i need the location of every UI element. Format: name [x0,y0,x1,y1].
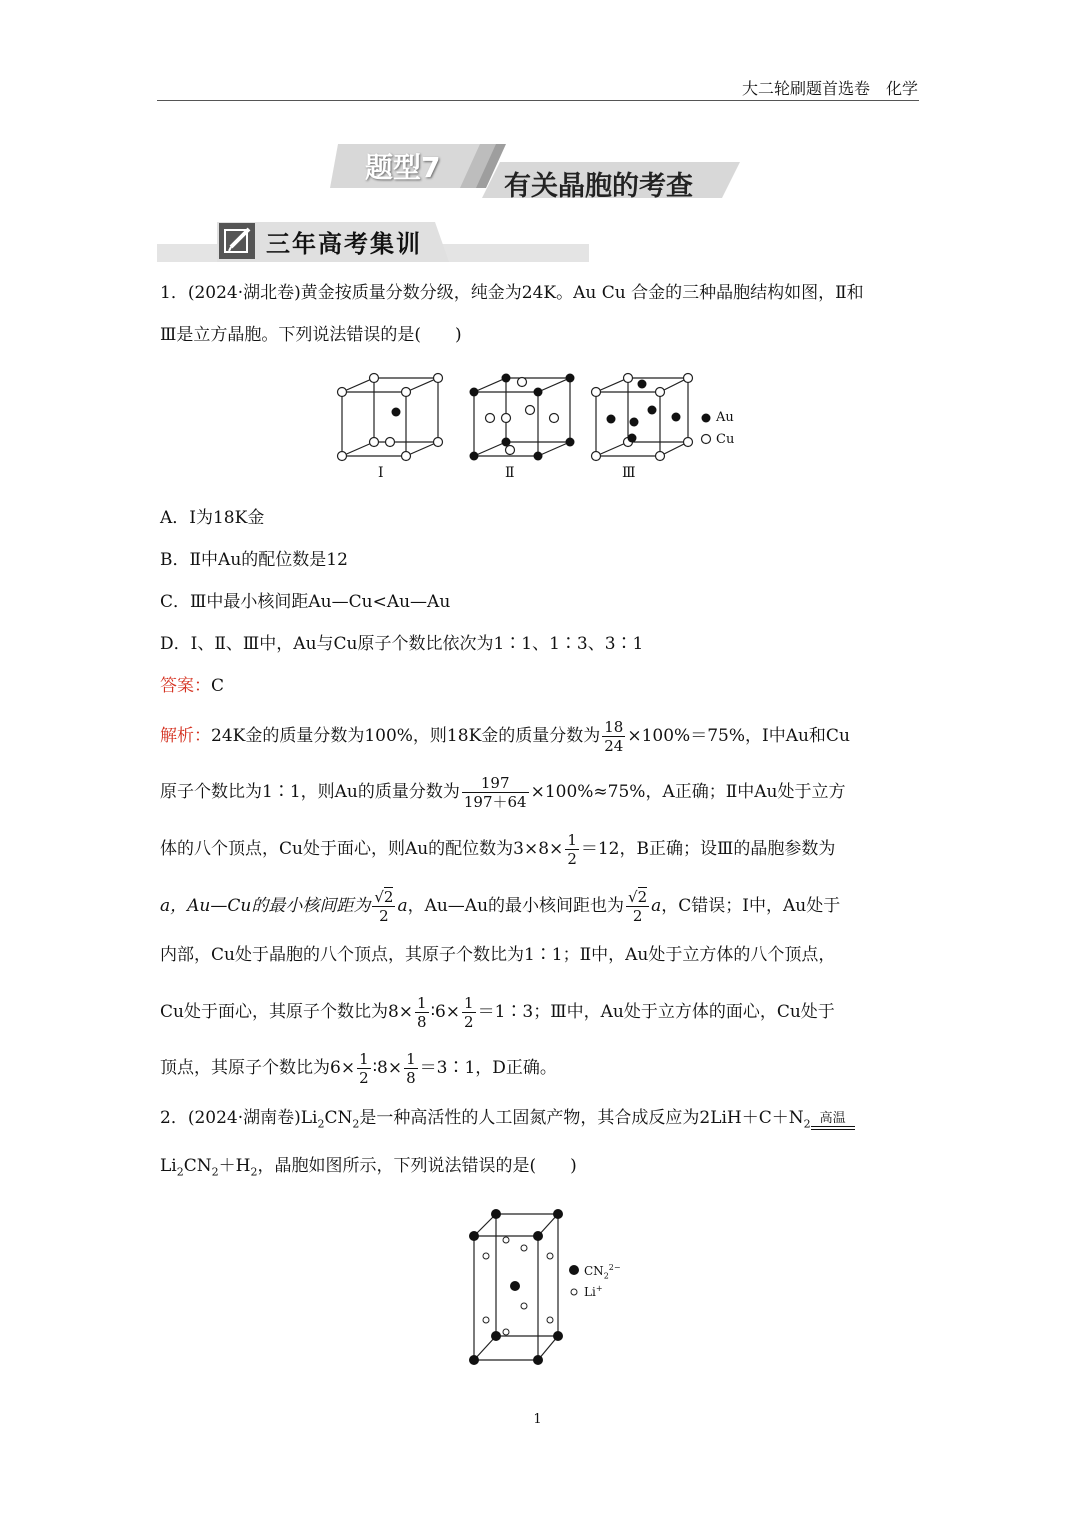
pencil-note-icon [218,222,258,260]
option-a: A．Ⅰ为18K金 [160,508,265,528]
analysis-line3: 体的八个顶点，Cu处于面心，则Au的配位数为3×8× $\frac{1}{2}$ ＝12，B正确；设Ⅲ的晶胞参数为 [160,831,836,868]
figure-label-1: Ⅰ [378,465,384,481]
q1-stem-line2: Ⅲ是立方晶胞。下列说法错误的是( ) [160,325,462,345]
answer-line [160,674,224,698]
page-title: 有关晶胞的考查 [504,171,693,202]
option-d: D．Ⅰ、Ⅱ、Ⅲ中，Au与Cu原子个数比依次为1∶1、1∶3、3∶1 [160,634,644,654]
fraction: $\frac{1}{2}$ [359,1050,369,1087]
fraction: $\frac{18}{24}$ [604,718,624,755]
legend-cn2: $CN_2^{2-}$ [584,1263,621,1281]
reaction-condition: 高温 [811,1112,855,1130]
page-number: 1 [533,1412,542,1427]
option-b: B．Ⅱ中Au的配位数是12 [160,550,348,570]
legend-li: Li+ [584,1284,603,1299]
q1-crystal-figure [330,368,750,488]
option-c: C．Ⅲ中最小核间距Au—Cu<Au—Au [160,592,451,612]
analysis-line6: Cu处于面心，其原子个数比为8× $\frac{1}{8}$ ∶6× $\frac{1}{2}$ ＝1∶3；Ⅲ中，Au处于立方体的面心，Cu处于 [160,994,835,1031]
q2-crystal-figure [460,1200,640,1380]
title-badge: 题型7 [365,151,441,184]
section-title: 三年高考集训 [266,230,422,258]
running-header: 大二轮刷题首选卷 化学 [741,79,918,98]
q2-stem-line1: 2．(2024·湖南卷)$Li_2CN_2$是一种高活性的人工固氮产物，其合成反应为$2LiH+C+N_2$ 高温 [160,1106,855,1136]
analysis-line1: 解析：24K金的质量分数为100%，则18K金的质量分数为 $\frac{18}{24}$ ×100%＝75%，Ⅰ中Au和Cu [160,718,850,755]
fraction: $\frac{197}{197+64}$ [463,774,527,811]
q2-stem-line2: $Li_2CN_2+H_2$，晶胞如图所示，下列说法错误的是( ) [160,1156,577,1179]
legend-au: Au [716,410,734,425]
fraction: $\frac{1}{8}$ [417,994,427,1031]
figure-label-3: Ⅲ [622,465,636,481]
analysis-line7: 顶点，其原子个数比为6× $\frac{1}{2}$ ∶8× $\frac{1}{8}$ ＝3∶1，D正确。 [160,1050,557,1087]
analysis-line2: 原子个数比为1∶1，则Au的质量分数为 $\frac{197}{197+64}$ ×100%≈75%，A正确；Ⅱ中Au处于立方 [160,774,846,811]
analysis-label: 解析： [160,726,211,746]
sqrt-fraction: $\frac{√2}{2}$ [374,888,394,925]
figure-label-2: Ⅱ [505,465,515,481]
legend-cu: Cu [716,432,735,447]
answer-value: C [211,676,225,696]
answer-label: 答案： [160,676,211,696]
q1-stem-line1: 1．(2024·湖北卷)黄金按质量分数分级，纯金为24K。Au Cu 合金的三种晶胞结构如图，Ⅱ和 [160,283,864,303]
fraction: $\frac{1}{8}$ [406,1050,416,1087]
analysis-line4: a，Au—Cu的最小核间距为 $\frac{√2}{2}$ a，Au—Au的最小核间距也为 $\frac{√2}{2}$ a，C错误；Ⅰ中，Au处于 [160,888,841,925]
analysis-line5: 内部，Cu处于晶胞的八个顶点，其原子个数比为1∶1；Ⅱ中，Au处于立方体的八个顶点， [160,945,836,965]
sqrt-fraction: $\frac{√2}{2}$ [628,888,648,925]
fraction: $\frac{1}{2}$ [567,831,577,868]
header-rule [157,100,919,101]
fraction: $\frac{1}{2}$ [464,994,474,1031]
